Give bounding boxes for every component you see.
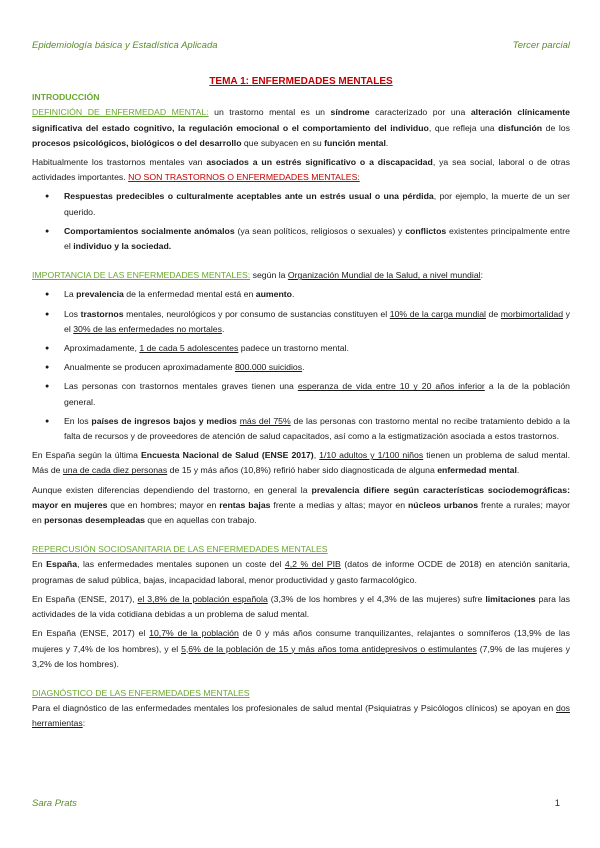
list-item: ● Los trastornos mentales, neurológicos y por consumo de sustancias constituyen el 10% de la carga mundial de morbimortalidad y el 30% de las enfermedades no mortales.	[32, 307, 570, 337]
footer-author: Sara Prats	[32, 798, 77, 809]
list-item: ● Aproximadamente, 1 de cada 5 adolescentes padece un trastorno mental.	[32, 341, 570, 356]
diagnostico-paragraph: Para el diagnóstico de las enfermedades mentales los profesionales de salud mental (Psiquiatras y Psicólogos clínicos) se apoyan en dos herramientas:	[32, 703, 570, 729]
list-item: ● Las personas con trastornos mentales graves tienen una esperanza de vida entre 10 y 20 años inferior a la de la población general.	[32, 379, 570, 409]
diferencias-paragraph: Aunque existen diferencias dependiendo del trastorno, en general la prevalencia difiere según características sociodemográficas: mayor en mujeres que en hombres; mayor en rentas bajas frente a medias y altas; mayor en núcleos urbanos frente a rurales; mayor en personas desempleadas que en aquellas con trabajo.	[32, 484, 570, 526]
definition-label: DEFINICIÓN DE ENFERMEDAD MENTAL:	[32, 107, 209, 118]
not-disorders-list	[32, 189, 570, 254]
document-body	[32, 74, 570, 736]
coste-paragraph: En España, las enfermedades mentales suponen un coste del 4,2 % del PIB (datos de informe OCDE de 2018) en atención sanitaria, programas de salud pública, bajas, incapacidad laboral, menor productividad y gasto farmacológico.	[32, 559, 570, 585]
header-term: Tercer parcial	[512, 40, 570, 51]
definition-paragraph: DEFINICIÓN DE ENFERMEDAD MENTAL: un trastorno mental es un síndrome caracterizado por una alteración clínicamente significativa del estado cognitivo, la regulación emocional o el comportamiento del individuo, que refleja una disfunción de los procesos psicológicos, biológicos o del desarrollo que subyacen en su función mental.	[32, 107, 571, 148]
consumo-paragraph: En España (ENSE, 2017) el 10,7% de la población de 0 y más años consume tranquilizantes, relajantes o somníferos (13,9% de las mujeres y 7,4% de los hombres), y el 5,6% de la población de 15 y más años toma antidepresivos o estimulantes (7,9% de las mujeres y 3,2% de los hombres).	[32, 628, 570, 669]
section-heading-diagnostico: DIAGNÓSTICO DE LAS ENFERMEDADES MENTALES	[32, 687, 250, 698]
list-item: ● La prevalencia de la enfermedad mental está en aumento.	[32, 287, 570, 302]
not-disorders-label: NO SON TRASTORNOS O ENFERMEDADES MENTALES:	[128, 172, 360, 183]
section-heading-repercusion: REPERCUSIÓN SOCIOSANITARIA DE LAS ENFERMEDADES MENTALES	[32, 544, 328, 555]
list-item: ● Comportamientos socialmente anómalos (ya sean políticos, religiosos o sexuales) y conflictos existentes principalmente entre el individuo y la sociedad.	[32, 224, 570, 254]
espana-paragraph: En España según la última Encuesta Nacional de Salud (ENSE 2017), 1/10 adultos y 1/100 niños tienen un problema de salud mental. Más de una de cada diez personas de 15 y más años (10,8%) refirió haber sido diagnosticada de alguna enfermedad mental.	[32, 450, 571, 476]
page-title: TEMA 1: ENFERMEDADES MENTALES	[209, 76, 393, 87]
list-item: ● Respuestas predecibles o culturalmente aceptables ante un estrés usual o una pérdida, por ejemplo, la muerte de un ser querido.	[32, 189, 570, 219]
section-heading-importancia: IMPORTANCIA DE LAS ENFERMEDADES MENTALES:	[32, 270, 251, 281]
list-item: ● En los países de ingresos bajos y medios más del 75% de las personas con trastorno mental no recibe tratamiento debido a la falta de recursos y de proveedores de atención de salud capacitados, así como a la estigmatización asociada a estos trastornos.	[32, 414, 570, 444]
habitual-paragraph: Habitualmente los trastornos mentales van asociados a un estrés significativo o a discapacidad, ya sea social, laboral o de otras actividades importantes. NO SON TRASTORNOS O ENFERMEDADES MENTALES:	[32, 157, 570, 183]
importancia-list	[32, 287, 570, 444]
header-course-title: Epidemiología básica y Estadística Aplicada	[32, 40, 218, 51]
page-number: 1	[554, 798, 560, 809]
limitaciones-paragraph: En España (ENSE, 2017), el 3,8% de la población española (3,3% de los hombres y el 4,3% de las mujeres) sufre limitaciones para las actividades de la vida cotidiana debidas a un problema de salud mental.	[32, 593, 570, 620]
list-item: ● Anualmente se producen aproximadamente 800.000 suicidios.	[32, 360, 570, 375]
importancia-heading-line: IMPORTANCIA DE LAS ENFERMEDADES MENTALES: según la Organización Mundial de la Salud, a nivel mundial:	[32, 270, 483, 281]
section-heading-introduccion: INTRODUCCIÓN	[32, 92, 100, 103]
